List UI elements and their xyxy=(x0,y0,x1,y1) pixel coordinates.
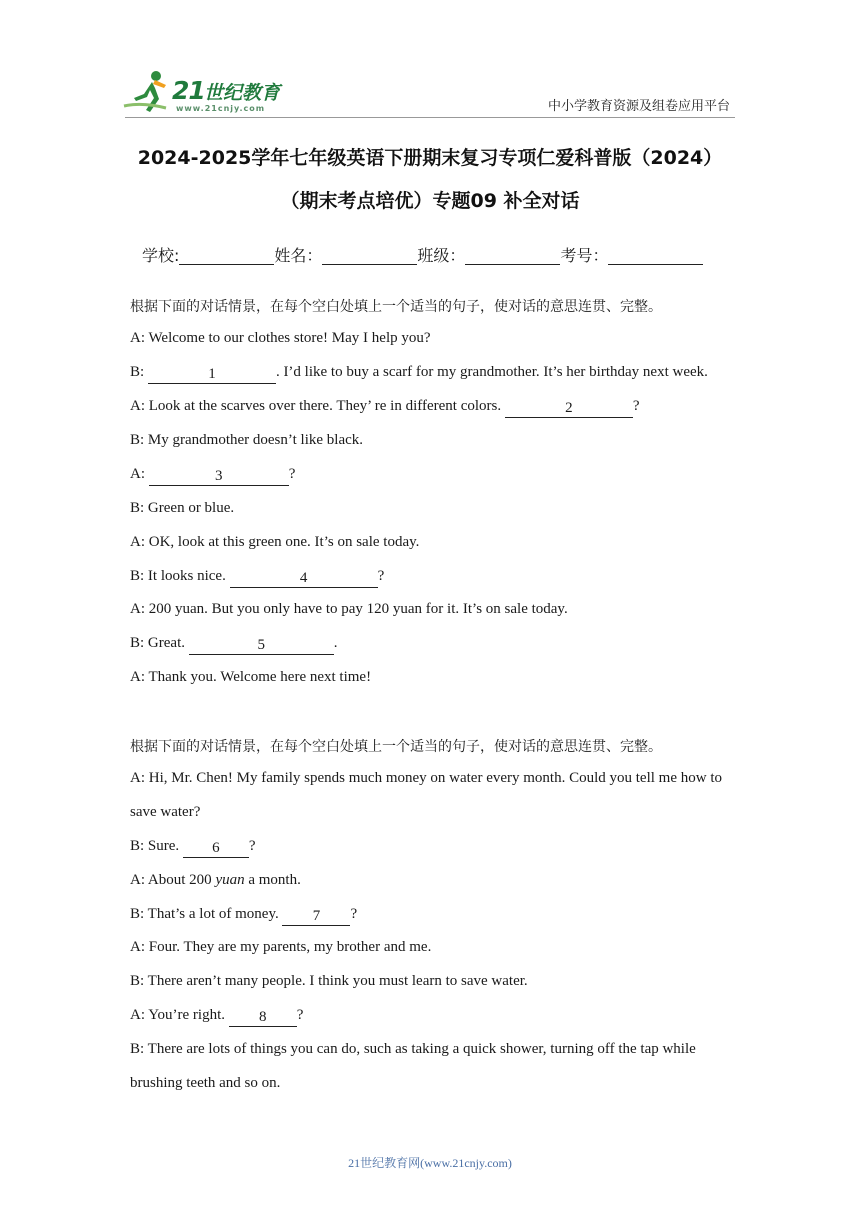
dialogue-line: A: About 200 yuan a month. xyxy=(130,872,301,888)
page-title-line2: （期末考点培优）专题09 补全对话 xyxy=(280,190,580,212)
dialogue-line: A: 200 yuan. But you only have to pay 120 yuan for it. It’s on sale today. xyxy=(130,601,568,617)
dialogue-line: A: You’re right. 8 ? xyxy=(130,1007,304,1025)
class-field[interactable] xyxy=(465,246,560,265)
blank-1[interactable]: 1 xyxy=(148,367,276,384)
blank-3[interactable]: 3 xyxy=(149,469,289,486)
dialogue-line: B: It looks nice. 4 ? xyxy=(130,568,385,586)
dialogue-line: B: 1 . I’d like to buy a scarf for my grandmother. It’s her birthday next week. xyxy=(130,364,708,382)
blank-2[interactable]: 2 xyxy=(505,401,633,418)
dialogue-line: brushing teeth and so on. xyxy=(130,1075,281,1091)
blank-4[interactable]: 4 xyxy=(230,571,378,588)
blank-7[interactable]: 7 xyxy=(282,909,350,926)
page-footer: 21世纪教育网(www.21cnjy.com) xyxy=(348,1156,512,1170)
dialogue-line: B: That’s a lot of money. 7 ? xyxy=(130,906,358,924)
dialogue-line: A: Hi, Mr. Chen! My family spends much money on water every month. Could you tell me how to xyxy=(130,770,723,786)
dialogue-line: A: Four. They are my parents, my brother and me. xyxy=(130,939,432,955)
number-field[interactable] xyxy=(608,246,703,265)
blank-8[interactable]: 8 xyxy=(229,1010,297,1027)
logo-21-text: 21 xyxy=(172,76,205,105)
dialogue-line: B: There are lots of things you can do, such as taking a quick shower, turning off the tap while xyxy=(130,1041,696,1057)
dialogue-line: B: Sure. 6 ? xyxy=(130,838,256,856)
class-label: 班级： xyxy=(417,246,466,265)
blank-5[interactable]: 5 xyxy=(189,638,334,655)
dialogue-line: A: Thank you. Welcome here next time! xyxy=(130,669,372,685)
blank-6[interactable]: 6 xyxy=(183,841,249,858)
logo-cn-text: 世纪教育 xyxy=(204,82,281,104)
platform-name: 中小学教育资源及组卷应用平台 xyxy=(547,99,730,114)
dialogue-line: B: There aren’t many people. I think you must learn to save water. xyxy=(130,973,528,989)
dialogue-line: B: Great. 5 . xyxy=(130,635,338,653)
dialogue-line: A: Look at the scarves over there. They’ re in different colors. 2 ? xyxy=(130,398,640,416)
dialogue-line: A: OK, look at this green one. It’s on sale today. xyxy=(130,534,420,550)
number-label: 考号： xyxy=(560,246,609,265)
school-label: 学校: xyxy=(142,246,180,265)
dialogue-line: B: Green or blue. xyxy=(130,500,235,516)
logo-url-text: www.21cnjy.com xyxy=(176,104,266,113)
name-label: 姓名： xyxy=(274,246,323,265)
site-logo xyxy=(122,68,292,118)
dialogue-line: A: Welcome to our clothes store! May I help you? xyxy=(130,330,431,346)
page-title-line1: 2024-2025学年七年级英语下册期末复习专项仁爱科普版（2024） xyxy=(137,147,723,169)
school-field[interactable] xyxy=(179,246,274,265)
runner-logo-icon xyxy=(122,68,174,114)
student-info-row xyxy=(142,243,703,266)
section1-instruction: 根据下面的对话情景，在每个空白处填上一个适当的句子，使对话的意思连贯、完整。 xyxy=(130,299,662,315)
dialogue-line: B: My grandmother doesn’t like black. xyxy=(130,432,364,448)
header-divider xyxy=(125,117,735,118)
section2-instruction: 根据下面的对话情景，在每个空白处填上一个适当的句子，使对话的意思连贯、完整。 xyxy=(130,739,662,755)
dialogue-line: A: 3 ? xyxy=(130,466,296,484)
dialogue-line: save water? xyxy=(130,804,201,820)
name-field[interactable] xyxy=(322,246,417,265)
